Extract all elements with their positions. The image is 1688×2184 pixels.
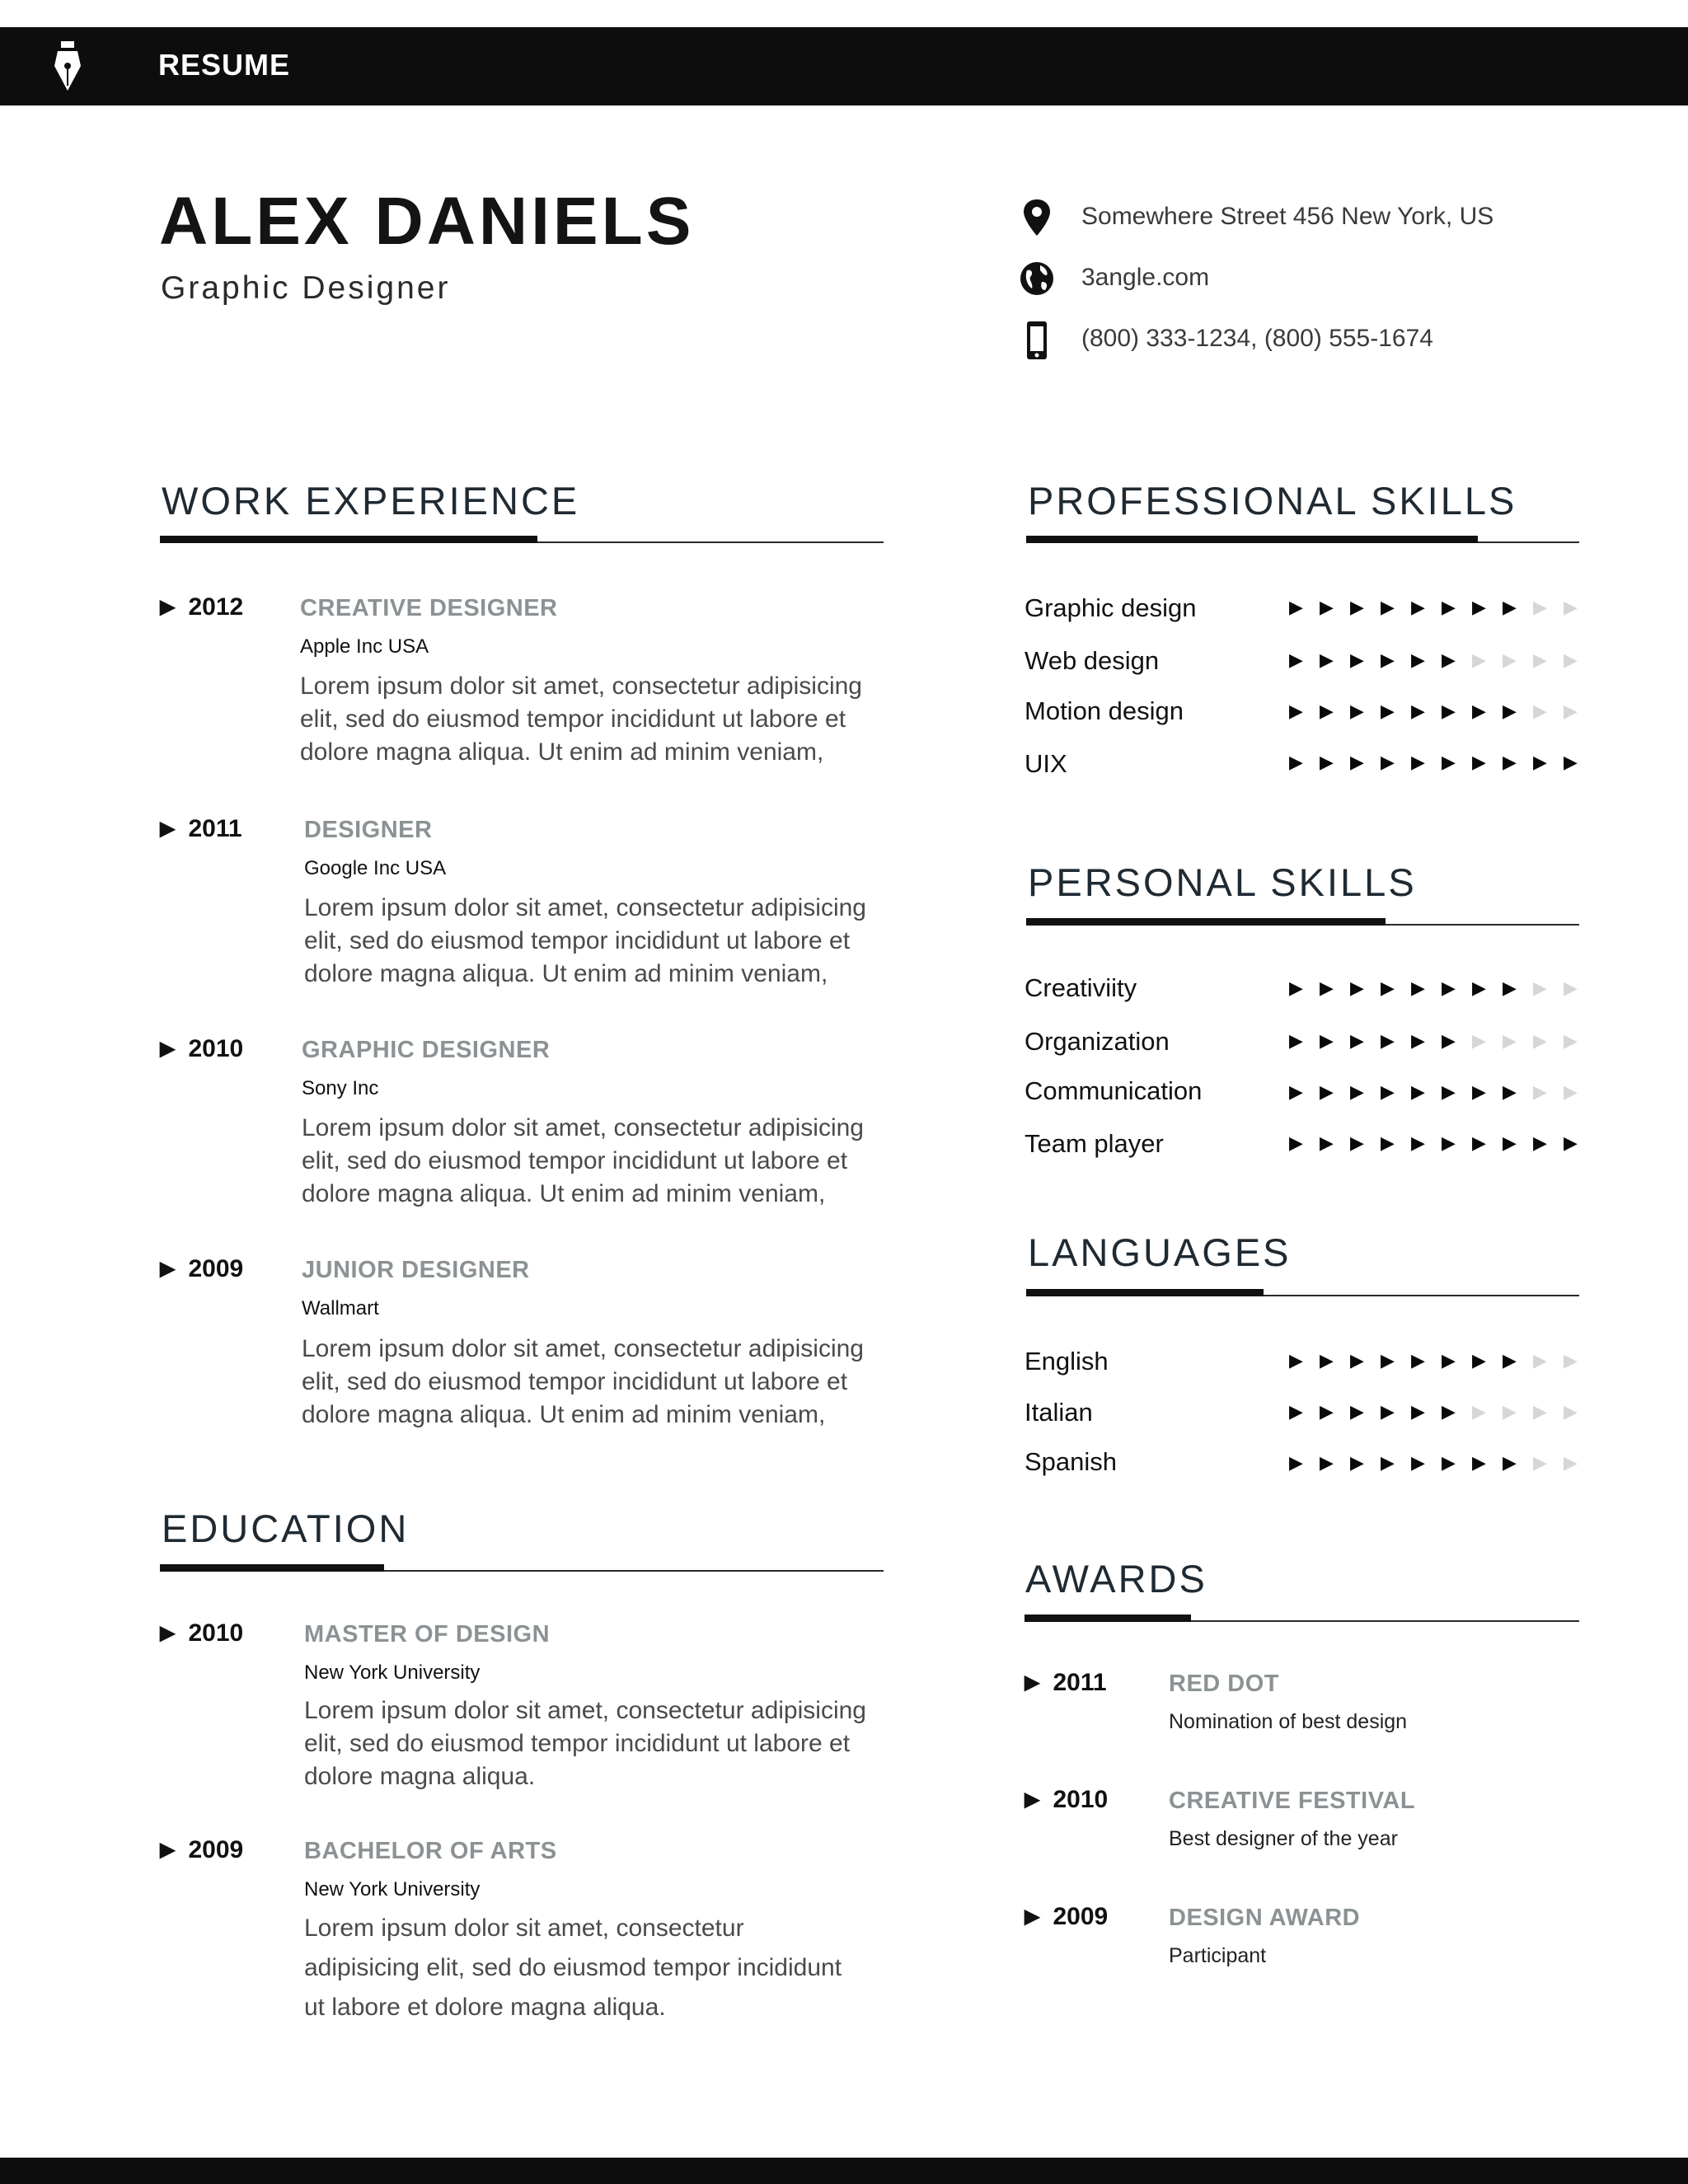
rating-empty-icon: ▶	[1533, 977, 1547, 998]
rating-filled-icon: ▶	[1289, 597, 1303, 617]
education-heading: EDUCATION	[162, 1507, 410, 1550]
rating-filled-icon: ▶	[1381, 1030, 1395, 1051]
skill-rating	[1281, 597, 1586, 618]
languages-heading: LANGUAGES	[1028, 1230, 1292, 1274]
rating-filled-icon: ▶	[1350, 701, 1364, 721]
rating-filled-icon: ▶	[1472, 1350, 1486, 1371]
skill-label: Creativiity	[1025, 973, 1137, 1002]
skill-rating	[1281, 649, 1586, 671]
awards-heading: AWARDS	[1025, 1557, 1207, 1601]
work-title: JUNIOR DESIGNER	[302, 1257, 530, 1283]
rating-filled-icon: ▶	[1472, 1132, 1486, 1153]
header-title: RESUME	[158, 48, 291, 82]
work-org: Sony Inc	[302, 1077, 379, 1099]
rating-filled-icon: ▶	[1411, 1081, 1425, 1102]
location-pin-icon	[1019, 198, 1055, 237]
work-experience-heading: WORK EXPERIENCE	[162, 479, 580, 523]
rating-filled-icon: ▶	[1320, 597, 1334, 617]
rating-filled-icon: ▶	[1289, 649, 1303, 670]
rating-filled-icon: ▶	[1381, 1401, 1395, 1422]
rating-filled-icon: ▶	[1442, 1132, 1456, 1153]
rating-empty-icon: ▶	[1533, 1452, 1547, 1473]
language-label: Spanish	[1025, 1447, 1118, 1476]
rating-filled-icon: ▶	[1442, 649, 1456, 670]
rating-filled-icon: ▶	[1289, 701, 1303, 721]
divider-accent	[1026, 536, 1478, 543]
rating-filled-icon: ▶	[1320, 1401, 1334, 1422]
education-year: ▶ 2009	[160, 1836, 244, 1863]
rating-empty-icon: ▶	[1564, 1081, 1578, 1102]
rating-filled-icon: ▶	[1320, 1132, 1334, 1153]
rating-filled-icon: ▶	[1472, 1081, 1486, 1102]
divider-accent	[1026, 1289, 1264, 1296]
language-rating	[1281, 1350, 1586, 1371]
rating-filled-icon: ▶	[1472, 701, 1486, 721]
rating-filled-icon: ▶	[1442, 1081, 1456, 1102]
rating-filled-icon: ▶	[1442, 597, 1456, 617]
rating-filled-icon: ▶	[1503, 977, 1517, 998]
skill-rating	[1281, 1081, 1586, 1103]
rating-filled-icon: ▶	[1289, 1401, 1303, 1422]
skill-label: Team player	[1025, 1129, 1164, 1158]
rating-filled-icon: ▶	[1289, 1350, 1303, 1371]
work-desc: Lorem ipsum dolor sit amet, consectetur adipisicing elit, sed do eiusmod tempor incididunt ut labore et dolore magna aliqua. Ut enim ad minim veniam,	[304, 894, 866, 987]
rating-filled-icon: ▶	[1381, 701, 1395, 721]
rating-empty-icon: ▶	[1533, 1350, 1547, 1371]
work-title: CREATIVE DESIGNER	[300, 595, 558, 621]
skill-label: Communication	[1025, 1076, 1203, 1105]
rating-empty-icon: ▶	[1533, 1081, 1547, 1102]
award-desc: Nomination of best design	[1169, 1710, 1408, 1733]
rating-filled-icon: ▶	[1411, 597, 1425, 617]
rating-filled-icon: ▶	[1350, 1350, 1364, 1371]
personal-skills-heading: PERSONAL SKILLS	[1028, 860, 1417, 904]
work-desc: Lorem ipsum dolor sit amet, consectetur adipisicing elit, sed do eiusmod tempor incididunt ut labore et dolore magna aliqua. Ut enim ad minim veniam,	[302, 1114, 864, 1207]
rating-empty-icon: ▶	[1503, 1030, 1517, 1051]
work-desc: Lorem ipsum dolor sit amet, consectetur adipisicing elit, sed do eiusmod tempor incididunt ut labore et dolore magna aliqua. Ut enim ad minim veniam,	[300, 673, 862, 766]
rating-empty-icon: ▶	[1533, 701, 1547, 721]
rating-filled-icon: ▶	[1411, 752, 1425, 772]
language-label: Italian	[1025, 1398, 1093, 1427]
skill-rating	[1281, 977, 1586, 999]
language-rating	[1281, 1452, 1586, 1474]
rating-filled-icon: ▶	[1381, 597, 1395, 617]
language-rating	[1281, 1401, 1586, 1422]
award-title: CREATIVE FESTIVAL	[1169, 1788, 1416, 1814]
rating-empty-icon: ▶	[1564, 977, 1578, 998]
rating-filled-icon: ▶	[1411, 1452, 1425, 1473]
rating-filled-icon: ▶	[1350, 1081, 1364, 1102]
rating-filled-icon: ▶	[1503, 1350, 1517, 1371]
rating-filled-icon: ▶	[1442, 1350, 1456, 1371]
award-desc: Participant	[1169, 1944, 1267, 1967]
divider-accent	[1026, 918, 1386, 926]
skill-label: Web design	[1025, 646, 1160, 675]
rating-empty-icon: ▶	[1472, 1030, 1486, 1051]
education-org: New York University	[304, 1878, 481, 1900]
rating-filled-icon: ▶	[1503, 597, 1517, 617]
rating-filled-icon: ▶	[1350, 597, 1364, 617]
work-year: ▶ 2009	[160, 1255, 244, 1282]
award-desc: Best designer of the year	[1169, 1827, 1398, 1850]
rating-empty-icon: ▶	[1564, 1030, 1578, 1051]
rating-filled-icon: ▶	[1381, 752, 1395, 772]
rating-filled-icon: ▶	[1564, 752, 1578, 772]
pen-nib-icon	[51, 41, 84, 94]
rating-empty-icon: ▶	[1564, 1401, 1578, 1422]
rating-filled-icon: ▶	[1320, 752, 1334, 772]
education-org: New York University	[304, 1661, 481, 1684]
contact-address: Somewhere Street 456 New York, US	[1081, 203, 1494, 230]
rating-filled-icon: ▶	[1411, 701, 1425, 721]
rating-filled-icon: ▶	[1350, 1401, 1364, 1422]
education-desc: Lorem ipsum dolor sit amet, consectetur adipisicing elit, sed do eiusmod tempor incididunt ut labore et dolore magna aliqua.	[304, 1915, 842, 2021]
rating-empty-icon: ▶	[1503, 649, 1517, 670]
rating-filled-icon: ▶	[1411, 977, 1425, 998]
rating-filled-icon: ▶	[1503, 1452, 1517, 1473]
rating-filled-icon: ▶	[1320, 1030, 1334, 1051]
rating-filled-icon: ▶	[1472, 597, 1486, 617]
divider-accent	[1025, 1615, 1191, 1622]
rating-filled-icon: ▶	[1411, 1350, 1425, 1371]
rating-empty-icon: ▶	[1564, 701, 1578, 721]
rating-filled-icon: ▶	[1442, 1401, 1456, 1422]
rating-filled-icon: ▶	[1289, 752, 1303, 772]
work-org: Google Inc USA	[304, 857, 447, 879]
rating-filled-icon: ▶	[1442, 752, 1456, 772]
globe-icon	[1019, 259, 1055, 298]
language-label: English	[1025, 1347, 1109, 1376]
phone-icon	[1019, 320, 1055, 359]
award-year: ▶ 2010	[1025, 1786, 1109, 1813]
rating-empty-icon: ▶	[1564, 1350, 1578, 1371]
work-year: ▶ 2010	[160, 1035, 244, 1062]
rating-filled-icon: ▶	[1442, 1452, 1456, 1473]
rating-empty-icon: ▶	[1564, 649, 1578, 670]
rating-filled-icon: ▶	[1564, 1132, 1578, 1153]
rating-filled-icon: ▶	[1320, 1081, 1334, 1102]
rating-filled-icon: ▶	[1442, 977, 1456, 998]
skill-rating	[1281, 752, 1586, 773]
skill-rating	[1281, 1030, 1586, 1052]
divider-accent	[160, 536, 537, 543]
contact-website[interactable]: 3angle.com	[1081, 264, 1210, 291]
rating-empty-icon: ▶	[1564, 1452, 1578, 1473]
person-name: ALEX DANIELS	[159, 184, 695, 259]
rating-filled-icon: ▶	[1350, 649, 1364, 670]
rating-filled-icon: ▶	[1381, 1452, 1395, 1473]
work-year: ▶ 2011	[160, 815, 242, 842]
rating-empty-icon: ▶	[1503, 1401, 1517, 1422]
rating-filled-icon: ▶	[1503, 1081, 1517, 1102]
rating-filled-icon: ▶	[1503, 1132, 1517, 1153]
rating-filled-icon: ▶	[1472, 752, 1486, 772]
rating-filled-icon: ▶	[1503, 701, 1517, 721]
rating-filled-icon: ▶	[1289, 1452, 1303, 1473]
professional-skills-heading: PROFESSIONAL SKILLS	[1028, 479, 1517, 523]
rating-filled-icon: ▶	[1350, 1030, 1364, 1051]
rating-filled-icon: ▶	[1381, 649, 1395, 670]
rating-empty-icon: ▶	[1472, 649, 1486, 670]
rating-filled-icon: ▶	[1289, 1030, 1303, 1051]
rating-filled-icon: ▶	[1472, 977, 1486, 998]
rating-filled-icon: ▶	[1533, 1132, 1547, 1153]
rating-filled-icon: ▶	[1472, 1452, 1486, 1473]
rating-empty-icon: ▶	[1533, 649, 1547, 670]
award-title: RED DOT	[1169, 1671, 1279, 1697]
skill-label: UIX	[1025, 749, 1067, 778]
person-role: Graphic Designer	[161, 270, 451, 306]
rating-empty-icon: ▶	[1533, 1030, 1547, 1051]
rating-empty-icon: ▶	[1472, 1401, 1486, 1422]
rating-filled-icon: ▶	[1381, 1081, 1395, 1102]
rating-filled-icon: ▶	[1350, 752, 1364, 772]
award-year: ▶ 2011	[1025, 1669, 1107, 1696]
skill-rating	[1281, 1132, 1586, 1154]
education-year: ▶ 2010	[160, 1619, 244, 1647]
rating-filled-icon: ▶	[1320, 649, 1334, 670]
contact-phone: (800) 333-1234, (800) 555-1674	[1081, 325, 1433, 352]
rating-filled-icon: ▶	[1411, 1132, 1425, 1153]
rating-filled-icon: ▶	[1533, 752, 1547, 772]
rating-filled-icon: ▶	[1381, 977, 1395, 998]
rating-empty-icon: ▶	[1564, 597, 1578, 617]
award-title: DESIGN AWARD	[1169, 1905, 1361, 1931]
rating-filled-icon: ▶	[1320, 701, 1334, 721]
bottom-bar	[0, 2158, 1688, 2184]
education-desc: Lorem ipsum dolor sit amet, consectetur adipisicing elit, sed do eiusmod tempor incididunt ut labore et dolore magna aliqua.	[304, 1697, 866, 1790]
rating-empty-icon: ▶	[1533, 597, 1547, 617]
rating-filled-icon: ▶	[1503, 752, 1517, 772]
education-title: BACHELOR OF ARTS	[304, 1838, 557, 1864]
skill-label: Graphic design	[1025, 593, 1197, 622]
divider-accent	[160, 1564, 384, 1572]
work-org: Wallmart	[302, 1297, 379, 1319]
rating-filled-icon: ▶	[1289, 1132, 1303, 1153]
rating-filled-icon: ▶	[1411, 649, 1425, 670]
rating-filled-icon: ▶	[1442, 1030, 1456, 1051]
education-title: MASTER OF DESIGN	[304, 1621, 551, 1647]
skill-rating	[1281, 701, 1586, 722]
rating-filled-icon: ▶	[1411, 1401, 1425, 1422]
rating-filled-icon: ▶	[1350, 977, 1364, 998]
rating-filled-icon: ▶	[1320, 977, 1334, 998]
work-title: DESIGNER	[304, 817, 433, 843]
rating-filled-icon: ▶	[1381, 1132, 1395, 1153]
rating-filled-icon: ▶	[1442, 701, 1456, 721]
rating-filled-icon: ▶	[1289, 977, 1303, 998]
work-year: ▶ 2012	[160, 593, 244, 621]
work-title: GRAPHIC DESIGNER	[302, 1037, 551, 1063]
award-year: ▶ 2009	[1025, 1903, 1109, 1930]
skill-label: Motion design	[1025, 696, 1184, 725]
rating-filled-icon: ▶	[1350, 1452, 1364, 1473]
rating-filled-icon: ▶	[1320, 1350, 1334, 1371]
rating-filled-icon: ▶	[1350, 1132, 1364, 1153]
rating-empty-icon: ▶	[1533, 1401, 1547, 1422]
rating-filled-icon: ▶	[1289, 1081, 1303, 1102]
work-org: Apple Inc USA	[300, 635, 429, 658]
skill-label: Organization	[1025, 1027, 1170, 1056]
rating-filled-icon: ▶	[1381, 1350, 1395, 1371]
work-desc: Lorem ipsum dolor sit amet, consectetur adipisicing elit, sed do eiusmod tempor incididunt ut labore et dolore magna aliqua. Ut enim ad minim veniam,	[302, 1335, 864, 1428]
rating-filled-icon: ▶	[1411, 1030, 1425, 1051]
rating-filled-icon: ▶	[1320, 1452, 1334, 1473]
